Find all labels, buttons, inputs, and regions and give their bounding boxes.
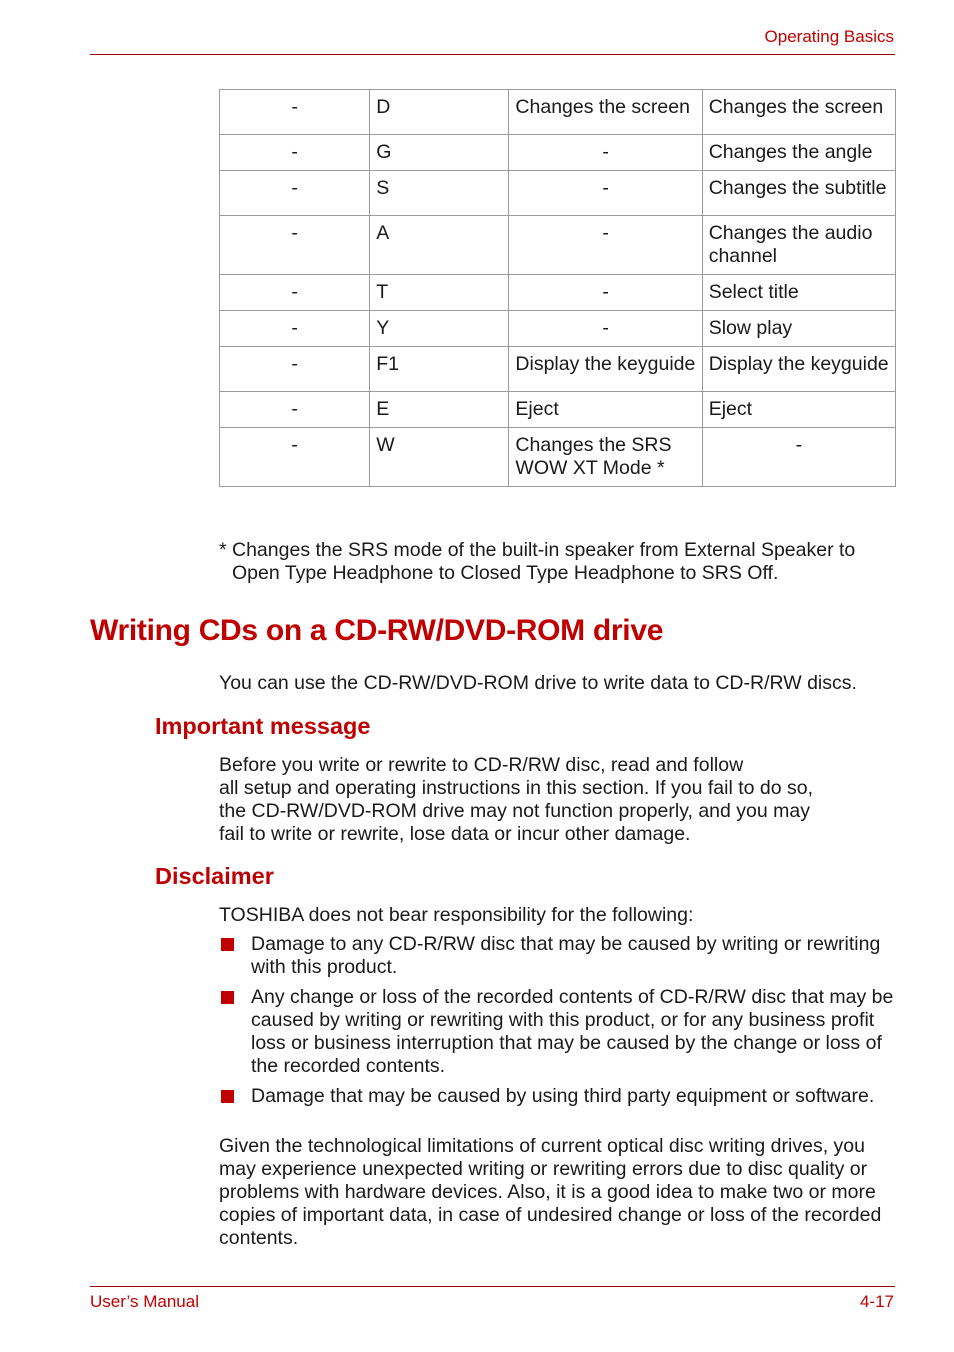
table-cell: Changes the screen (702, 90, 895, 135)
list-item-text: Any change or loss of the recorded contents of CD-R/RW disc that may be caused by writing or rewriting with this product, or for any business profit loss or business interruption that may be caused by the change or loss of the recorded contents. (251, 986, 894, 1077)
table-cell: Display the keyguide (702, 347, 895, 392)
table-cell: - (220, 347, 370, 392)
table-cell: - (509, 135, 702, 171)
table-cell: Slow play (702, 311, 895, 347)
key-function-table (219, 89, 896, 487)
table-cell: W (370, 428, 509, 487)
page-number: 4-17 (859, 1292, 894, 1311)
table-row (220, 275, 896, 311)
table-cell: - (220, 216, 370, 275)
text-line: all setup and operating instructions in this section. If you fail to do so, (219, 777, 814, 799)
list-item-text: Damage that may be caused by using third party equipment or software. (251, 1085, 875, 1107)
table-cell: F1 (370, 347, 509, 392)
table-cell: - (220, 311, 370, 347)
table-cell: S (370, 171, 509, 216)
table-cell: - (509, 275, 702, 311)
table-cell: Changes the subtitle (702, 171, 895, 216)
table-row (220, 90, 896, 135)
table-footnote (219, 539, 899, 585)
footnote-line: Open Type Headphone to Closed Type Headphone to SRS Off. (232, 562, 779, 584)
table-cell: Changes the angle (702, 135, 895, 171)
table-cell: - (220, 428, 370, 487)
list-item-text: Damage to any CD-R/RW disc that may be caused by writing or rewriting with this product. (251, 933, 881, 978)
text-line: fail to write or rewrite, lose data or incur other damage. (219, 823, 691, 845)
disclaimer-closing: Given the technological limitations of current optical disc writing drives, you may experience unexpected writing or rewriting errors due to disc quality or problems with hardware devices. Also, it is a good idea to make two or more copies of important data, in case of undesired change or loss of the recorded contents. (219, 1135, 882, 1249)
disclaimer-list (219, 933, 899, 1115)
footer-rule (90, 1286, 895, 1287)
footer-manual-title: User’s Manual (90, 1292, 199, 1311)
table-cell: D (370, 90, 509, 135)
table-cell: - (220, 275, 370, 311)
section-intro: You can use the CD-RW/DVD-ROM drive to write data to CD-R/RW discs. (219, 672, 857, 694)
table-cell: - (509, 171, 702, 216)
table-cell: Changes the screen (509, 90, 702, 135)
table-cell: Eject (702, 392, 895, 428)
header-rule (90, 54, 895, 55)
table-cell: E (370, 392, 509, 428)
table-cell: - (220, 90, 370, 135)
list-item (219, 1085, 899, 1108)
table-cell: A (370, 216, 509, 275)
table-cell: G (370, 135, 509, 171)
table-cell: - (220, 135, 370, 171)
table-cell: - (220, 171, 370, 216)
red-square-bullet-icon (221, 1090, 234, 1103)
table-cell: Changes the SRS WOW XT Mode * (509, 428, 702, 487)
table-cell: Y (370, 311, 509, 347)
footnote-line: * Changes the SRS mode of the built-in speaker from External Speaker to (219, 539, 856, 561)
text-line: Before you write or rewrite to CD-R/RW disc, read and follow (219, 754, 744, 776)
table-cell: - (702, 428, 895, 487)
table-cell: Select title (702, 275, 895, 311)
important-message-text (219, 754, 899, 846)
table-cell: Display the keyguide (509, 347, 702, 392)
table-cell: - (509, 311, 702, 347)
disclaimer-intro: TOSHIBA does not bear responsibility for the following: (219, 904, 694, 926)
table-row (220, 216, 896, 275)
section-title: Writing CDs on a CD-RW/DVD-ROM drive (90, 614, 664, 647)
table-cell: - (220, 392, 370, 428)
table-row (220, 135, 896, 171)
table-cell: Eject (509, 392, 702, 428)
important-message-heading: Important message (155, 713, 371, 739)
table-row (220, 428, 896, 487)
red-square-bullet-icon (221, 991, 234, 1004)
table-row (220, 171, 896, 216)
table-cell: - (509, 216, 702, 275)
list-item (219, 933, 899, 979)
table-row (220, 347, 896, 392)
table-cell: Changes the audio channel (702, 216, 895, 275)
running-header-title: Operating Basics (764, 27, 894, 46)
list-item (219, 986, 899, 1078)
table-row (220, 311, 896, 347)
text-line: the CD-RW/DVD-ROM drive may not function properly, and you may (219, 800, 810, 822)
disclaimer-heading: Disclaimer (155, 863, 274, 889)
red-square-bullet-icon (221, 938, 234, 951)
table-cell: T (370, 275, 509, 311)
table-row (220, 392, 896, 428)
